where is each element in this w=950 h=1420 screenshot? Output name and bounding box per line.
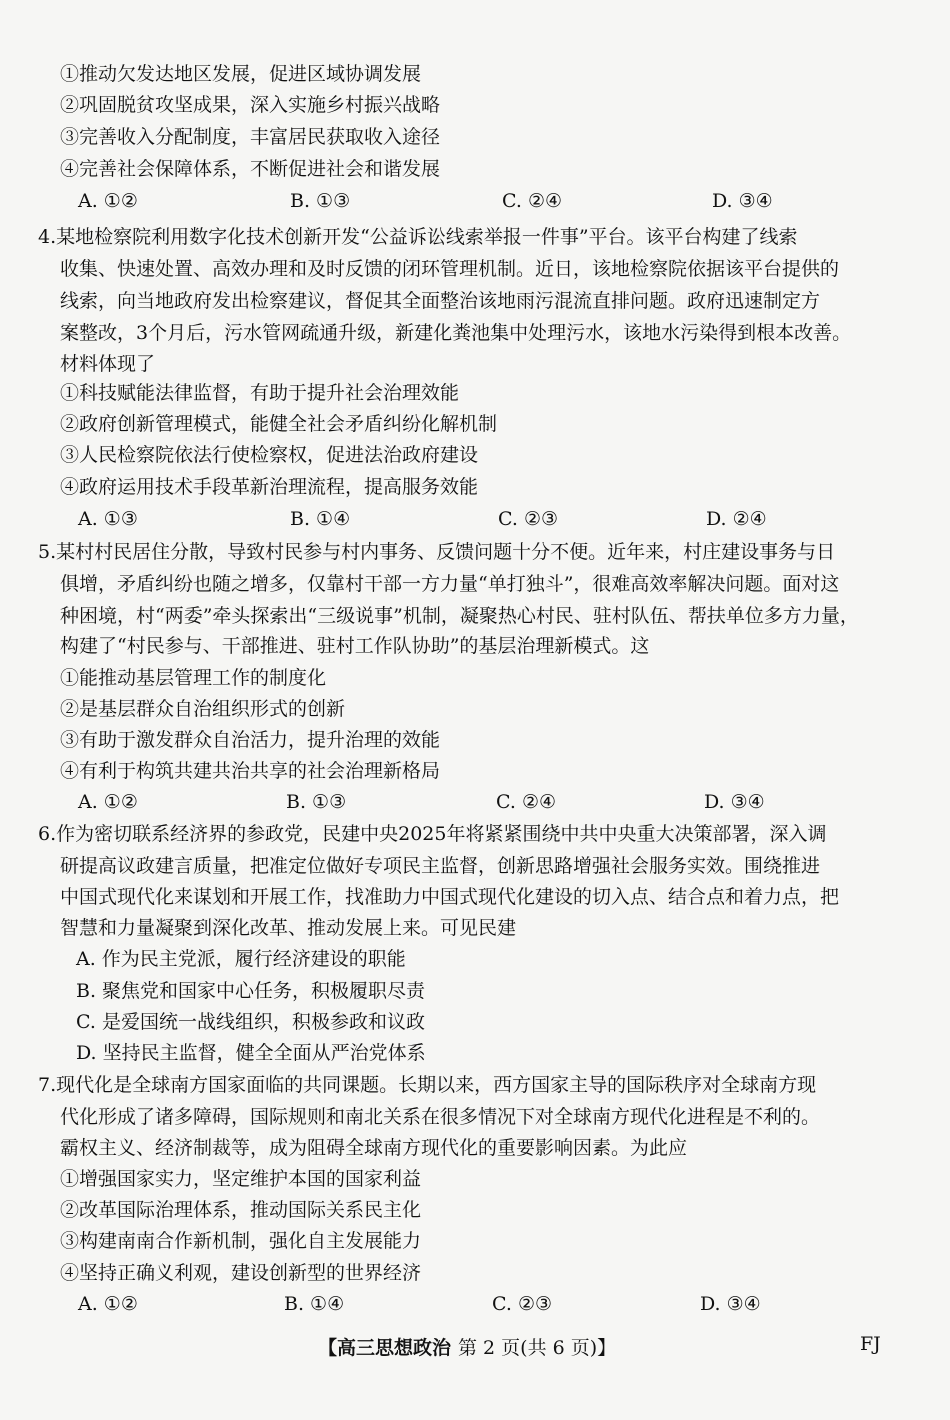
q6-stem-line-1: 6.作为密切联系经济界的参政党，民建中央2025年将紧紧围绕中共中央重大决策部署，深入调	[38, 823, 827, 845]
q7-option-b: B. ①④	[284, 1293, 345, 1315]
q7-statement-2: ②改革国际治理体系，推动国际关系民主化	[60, 1199, 422, 1221]
q5-statement-3: ③有助于激发群众自治活力，提升治理的效能	[60, 729, 441, 751]
q4-stem-line-2: 收集、快速处置、高效办理和及时反馈的闭环管理机制。近日，该地检察院依据该平台提供的	[60, 258, 840, 280]
q7-option-c: C. ②③	[492, 1293, 553, 1315]
q3-statement-1: ①推动欠发达地区发展，促进区域协调发展	[60, 63, 422, 85]
q5-stem-line-1: 5.某村村民居住分散，导致村民参与村内事务、反馈问题十分不便。近年来，村庄建设事务与日	[38, 541, 836, 563]
q6-choice-c: C. 是爱国统一战线组织，积极参政和议政	[76, 1011, 425, 1033]
q7-stem-line-2: 代化形成了诸多障碍，国际规则和南北关系在很多情况下对全球南方现代化进程是不利的。	[60, 1106, 821, 1128]
q5-option-c: C. ②④	[496, 791, 557, 813]
q4-statement-1: ①科技赋能法律监督，有助于提升社会治理效能	[60, 382, 460, 404]
q7-statement-4: ④坚持正确义利观，建设创新型的世界经济	[60, 1262, 422, 1284]
q5-option-b: B. ①③	[286, 791, 347, 813]
q4-option-a: A. ①③	[78, 508, 138, 530]
q5-option-d: D. ③④	[704, 791, 765, 813]
q6-choice-a: A. 作为民主党派，履行经济建设的职能	[76, 948, 406, 970]
q6-choice-d: D. 坚持民主监督，健全全面从严治党体系	[76, 1042, 426, 1064]
q5-statement-2: ②是基层群众自治组织形式的创新	[60, 698, 346, 720]
q3-statement-2: ②巩固脱贫攻坚成果，深入实施乡村振兴战略	[60, 94, 441, 116]
q4-stem-line-3: 线索，向当地政府发出检察建议，督促其全面整治该地雨污混流直排问题。政府迅速制定方	[60, 290, 821, 312]
q5-stem-line-3: 种困境，村“两委”牵头探索出“三级说事”机制，凝聚热心村民、驻村队伍、帮扶单位多方力量，	[60, 605, 859, 627]
q4-statement-2: ②政府创新管理模式，能健全社会矛盾纠纷化解机制	[60, 413, 498, 435]
q5-stem-line-4: 构建了“村民参与、干部推进、驻村工作队协助”的基层治理新模式。这	[60, 635, 650, 657]
q7-stem-line-3: 霸权主义、经济制裁等，成为阻碍全球南方现代化的重要影响因素。为此应	[60, 1137, 688, 1159]
q4-statement-4: ④政府运用技术手段革新治理流程，提高服务效能	[60, 476, 479, 498]
q4-stem-line-5: 材料体现了	[60, 353, 156, 375]
q3-option-d: D. ③④	[712, 190, 773, 212]
q6-choice-b: B. 聚焦党和国家中心任务，积极履职尽责	[76, 980, 426, 1002]
q4-option-c: C. ②③	[498, 508, 559, 530]
q6-stem-line-3: 中国式现代化来谋划和开展工作，找准助力中国式现代化建设的切入点、结合点和着力点，把	[60, 886, 840, 908]
footer-region-code: FJ	[860, 1333, 881, 1355]
page-footer	[0, 1333, 950, 1359]
q4-statement-3: ③人民检察院依法行使检察权，促进法治政府建设	[60, 444, 479, 466]
q3-option-b: B. ①③	[290, 190, 351, 212]
q4-option-d: D. ②④	[706, 508, 767, 530]
q3-option-c: C. ②④	[502, 190, 563, 212]
q6-stem-line-2: 研提高议政建言质量，把准定位做好专项民主监督，创新思路增强社会服务实效。围绕推进	[60, 855, 821, 877]
q5-stem-line-2: 俱增，矛盾纠纷也随之增多，仅靠村干部一方力量“单打独斗”，很难高效率解决问题。面对这	[60, 573, 840, 595]
q5-option-a: A. ①②	[78, 791, 138, 813]
footer-subject-title: 【高三思想政治	[318, 1337, 452, 1359]
q7-option-d: D. ③④	[700, 1293, 761, 1315]
q4-stem-line-1: 4.某地检察院利用数字化技术创新开发“公益诉讼线索举报一件事”平台。该平台构建了线索	[38, 226, 798, 248]
q5-statement-1: ①能推动基层管理工作的制度化	[60, 667, 327, 689]
q7-option-a: A. ①②	[78, 1293, 138, 1315]
q7-stem-line-1: 7.现代化是全球南方国家面临的共同课题。长期以来，西方国家主导的国际秩序对全球南方现	[38, 1074, 817, 1096]
q3-statement-4: ④完善社会保障体系，不断促进社会和谐发展	[60, 158, 441, 180]
footer-page-number: 第 2 页(共 6 页)】	[458, 1337, 617, 1359]
q3-option-a: A. ①②	[78, 190, 138, 212]
q7-statement-3: ③构建南南合作新机制，强化自主发展能力	[60, 1230, 422, 1252]
q4-stem-line-4: 案整改，3个月后，污水管网疏通升级，新建化粪池集中处理污水，该地水污染得到根本改善。	[60, 322, 852, 344]
q5-statement-4: ④有利于构筑共建共治共享的社会治理新格局	[60, 760, 441, 782]
q3-statement-3: ③完善收入分配制度，丰富居民获取收入途径	[60, 126, 441, 148]
q4-option-b: B. ①④	[290, 508, 351, 530]
q7-statement-1: ①增强国家实力，坚定维护本国的国家利益	[60, 1168, 422, 1190]
q6-stem-line-4: 智慧和力量凝聚到深化改革、推动发展上来。可见民建	[60, 917, 517, 939]
